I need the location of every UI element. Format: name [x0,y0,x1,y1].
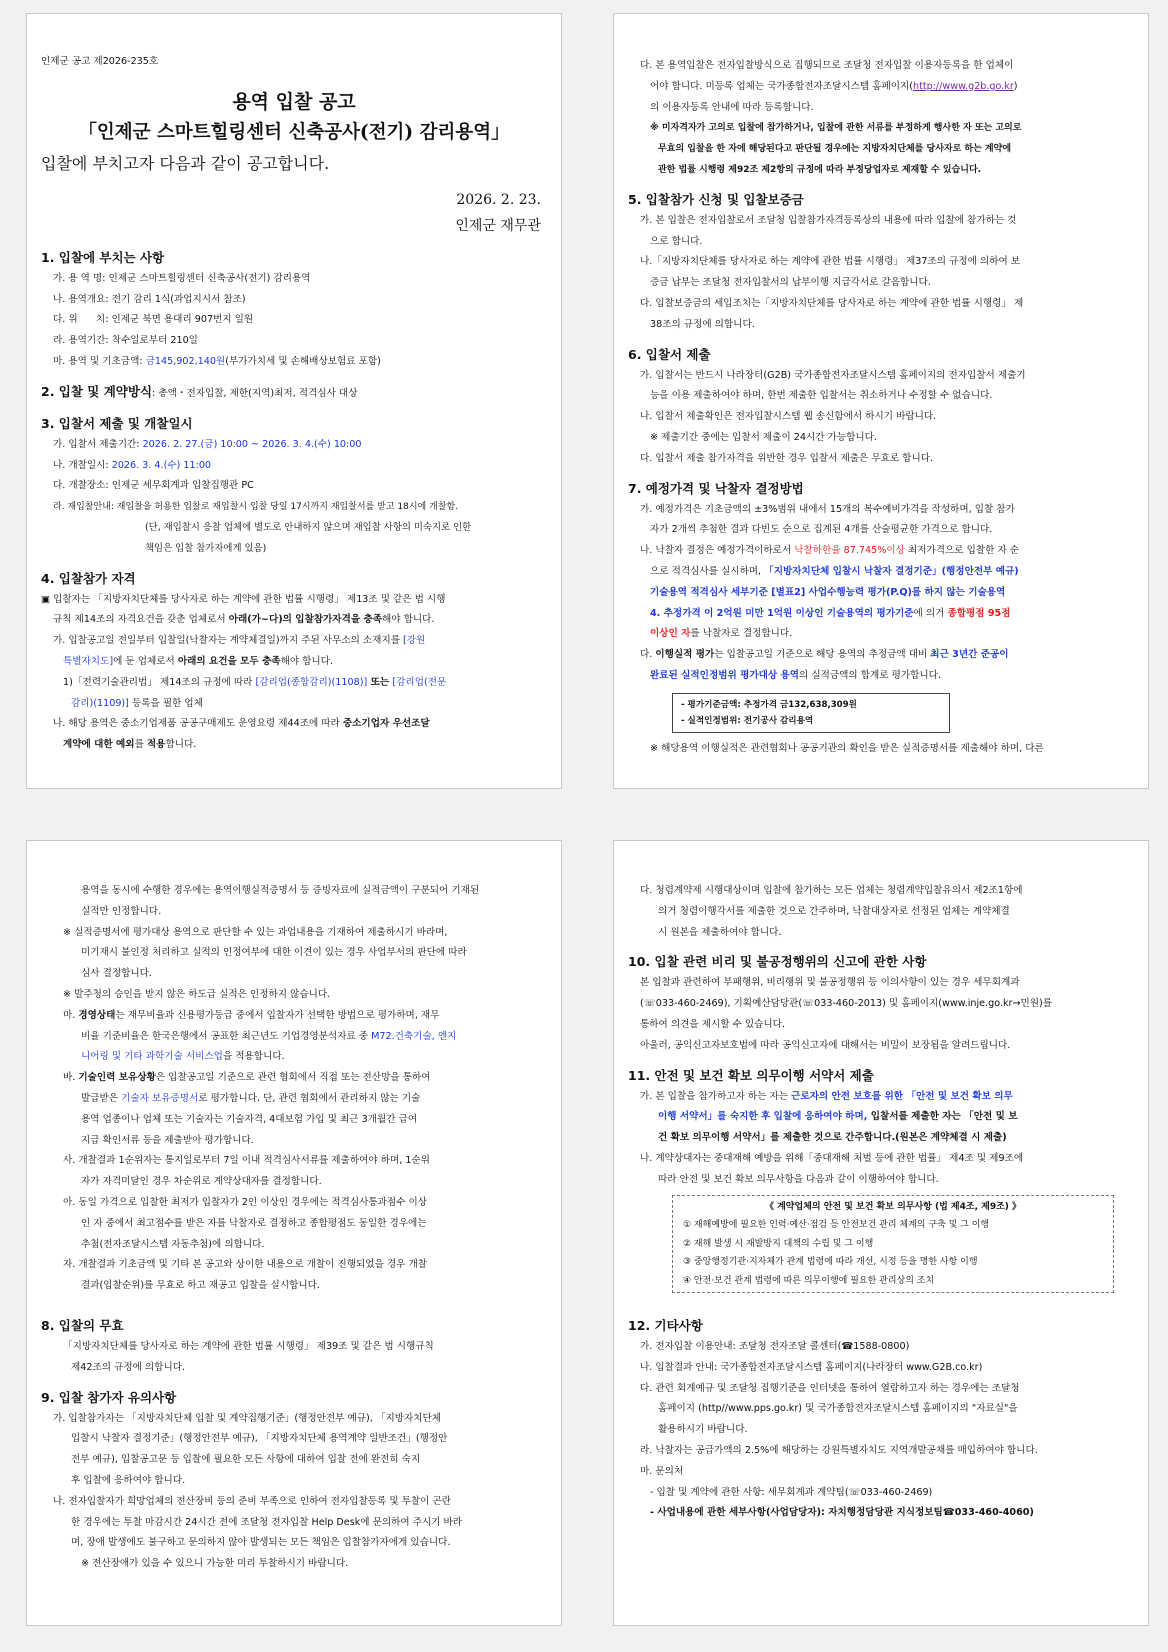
section-1-heading: 1. 입찰에 부치는 사항 [41,249,165,265]
s6-a-2: 능을 이용 제출하여야 하며, 한번 제출한 입찰서는 취소하거나 수정할 수 없습니다. [650,390,993,402]
item-ba [41,1068,547,1089]
s7-b-5 [628,624,1134,645]
text: 나. 해당 용역은 중소기업제품 공공구매제도 운영요령 제44조에 따라 [53,718,343,730]
text: 은 입찰공고일 기준으로 관련 협회에서 직접 또는 전산망을 통하여 [155,1072,431,1084]
page-4 [613,840,1149,1626]
text: 의 실적금액의 합계로 평가합니다. [799,669,941,681]
notice-issuer: 인제군 재무관 [455,217,541,234]
safety-duty-1: ① 재해예방에 필요한 인력·예산·점검 등 안전보건 관리 체계의 구축 및 그 이행 [683,1220,990,1231]
s12-a: 가. 전자입찰 이용안내: 조달청 전자조달 콜센터(☎1588-0800) [640,1341,910,1353]
opening-place: 다. 개찰장소: 인제군 세무회계과 입찰집행관 PC [53,480,254,492]
text: 발급받은 [81,1092,122,1104]
s10-1: 본 입찰과 관련하여 부패행위, 비리행위 및 불공정행위 등 이의사항이 있는 경우 세무회계과 [640,977,1020,989]
s7-b-2 [628,562,1134,583]
item-ba-3: 용역 업종이나 업체 또는 기술자는 기술자격, 4대보험 가입 및 최근 3개월간 급여 [81,1113,418,1125]
s11-b: 나. 계약상대자는 중대재해 예방을 위해「중대재해 처벌 등에 관한 법률」 제4조 및 제9조에 [640,1152,1024,1164]
text: 기술자 보유증명서 [121,1092,199,1104]
item-ja-2: 결과(입찰순위)를 무효로 하고 재공고 입찰을 실시합니다. [81,1280,320,1292]
qualification-a [41,631,547,652]
text: 「지방자치단체 입찰시 낙찰자 결정기준」(행정안전부 예규) [764,565,1019,577]
text: 어야 합니다. 미등록 업체는 국가종합전자조달시스템 홈페이지( [650,80,913,92]
text: 아래(가~다)의 입찰참가자격을 충족 [228,614,382,626]
text: 적용 [146,739,166,751]
s9-a-2: 입찰시 낙찰자 결정기준」(행정안전부 예규), 「지방자치단체 용역계약 일반조건」(행정안 [71,1433,448,1445]
submission-period-value: 2026. 2. 27.(금) 10:00 ~ 2026. 3. 4.(수) 10:00 [142,438,362,450]
text: 계약에 대한 예외 [63,739,135,751]
s9-a-3: 전부 예규), 입찰공고문 등 입찰에 필요한 모든 사항에 대하여 입찰 전에 완전히 숙지 [71,1454,421,1466]
s12-e-1: - 입찰 및 계약에 관한 사항: 세무회계과 계약팀(☏033-460-2469) [650,1486,933,1498]
s12-c-2: 홈페이지 (http//www.pps.go.kr) 및 국가종합전자조달시스템 홈페이지의 "자료실"을 [658,1403,1018,1415]
s9-b-2: 한 경우에는 투찰 마감시간 24시간 전에 조달청 전자입찰 Help Desk에 문의하여 주시기 바라 [71,1516,463,1528]
notice-lead: 입찰에 부치고자 다음과 같이 공고합니다. [41,153,330,173]
s11-a-2 [628,1107,1134,1128]
text: [강원 [403,635,426,647]
g2b-link[interactable]: http://www.g2b.go.kr [913,80,1014,92]
section-2-heading [41,381,547,405]
section-10-heading: 10. 입찰 관련 비리 및 불공정행위의 신고에 관한 사항 [628,954,927,970]
sanction-note-2: 무효의 입찰을 한 자에 해당된다고 판단될 경우에는 지방자치단체를 당사자로 하는 계약에 [658,144,1012,155]
section-3-heading: 3. 입찰서 제출 및 개찰일시 [41,415,193,431]
s7-a: 가. 예정가격은 기초금액의 ±3%범위 내에서 15개의 복수예비가격을 작성하며, 입찰 참가 [640,503,1015,515]
safety-duties-caption: 《 계약업체의 안전 및 보건 확보 의무사항 (법 제4조, 제9조) 》 [764,1201,1022,1212]
text: 나. 낙찰자 결정은 예정가격이하로서 [640,545,795,557]
text: 가. 본 입찰을 참가하고자 하는 자는 [640,1090,792,1102]
notice-title: 용역 입찰 공고 [232,90,356,113]
text: 에 의거 [913,607,948,619]
opening-datetime [41,456,547,477]
text: 가. 입찰서 제출기간: [53,438,143,450]
section-4-heading: 4. 입찰참가 자격 [41,570,136,586]
text: : 총액・전자입찰, 제한(지역)최저, 적격심사 대상 [152,387,358,399]
section-8-heading: 8. 입찰의 무효 [41,1317,124,1333]
notice-number: 인제군 공고 제2026-235호 [41,56,159,67]
text: 합니다. [165,739,197,751]
s10-3: 통하여 의견을 제시할 수 있습니다. [640,1018,785,1030]
registration-note-2 [628,77,1134,98]
section-12-heading: 12. 기타사항 [628,1318,703,1334]
s7-b-3: 기술용역 적격심사 세부기준 [별표2] 사업수행능력 평가(P.Q)를 하지 않는 기술용역 [650,586,1006,598]
s7-a-2: 자가 2개씩 추첨한 결과 다빈도 순으로 집계된 4개를 산술평균한 가격으로 합니다. [650,524,993,536]
text: 최저가격으로 입찰한 자 순 [904,545,1020,557]
note-1-3: 심사 결정합니다. [81,968,152,980]
note-1: ※ 실적증명서에 평가대상 용역으로 판단할 수 있는 과업내용을 기재하여 제출하시기 바라며, [63,926,448,938]
s7-b [628,541,1134,562]
text: (부가가치세 및 손해배상보험료 포함) [225,355,381,367]
s6-c: 다. 입찰서 제출 참가자격을 위반한 경우 입찰서 제출은 무효로 합니다. [640,452,934,464]
rebid-notice-2: (단, 재입찰시 응찰 업체에 별도로 안내하지 않으며 재입찰 사항의 미숙지로 인한 [145,521,472,533]
s9-b: 나. 전자입찰자가 희망업체의 전산장비 등의 준비 부족으로 인하여 전자입찰등록 및 투찰이 곤란 [53,1495,452,1507]
text: 가. 입찰공고일 전일부터 입찰일(낙찰자는 계약체결일)까지 주된 사무소의 소재지를 [53,635,404,647]
text: 해야 합니다. [381,614,435,626]
text: 4. 추정가격 이 2억원 미만 1억원 이상인 기술용역의 평가기준 [650,607,914,619]
text: 이상인 자 [650,628,691,640]
item-ma [41,1006,547,1027]
text: 로 평가합니다. 단, 관련 협회에서 관리하지 않는 기술 [198,1092,421,1104]
registration-note-3: 의 이용자등록 안내에 따라 등록합니다. [650,101,814,113]
sanction-note-3: 관한 법률 시행령 제92조 제2항의 규정에 따라 부정당업자로 제재할 수 있습니다. [658,164,982,175]
text: 를 [134,739,147,751]
item-a: 아. 동일 가격으로 입찰한 최저가 입찰자가 2인 이상인 경우에는 적격심사통과점수 이상 [63,1196,428,1208]
text: 또는 [367,676,393,688]
text: 비율 기준비율은 한국은행에서 공표한 최근년도 기업경영분석자료 중 [81,1030,372,1042]
section-7-heading: 7. 예정가격 및 낙찰자 결정방법 [628,480,804,496]
s7-c-2 [628,666,1134,687]
qualification-b-2 [41,735,547,756]
text: 최근 3년간 준공이 [930,649,1009,661]
text: 는 입찰공고일 기준으로 해당 용역의 추정금액 대비 [714,649,931,661]
text: 경영상태 [78,1009,116,1021]
registration-note: 다. 본 용역입찰은 전자입찰방식으로 집행되므로 조달청 전자입찰 이용자등록을 한 업체이 [640,60,1014,71]
qualification-a-2 [41,652,547,673]
s11-a-3: 건 확보 의무이행 서약서」를 제출한 것으로 간주합니다.(원본은 계약체결 시 제출) [658,1132,1007,1144]
s12-d: 라. 낙찰자는 공급가액의 2.5%에 해당하는 강원특별자치도 지역개발공채를 매입하여야 합니다. [640,1445,1038,1457]
qualification-a-1 [41,673,547,694]
evaluation-box [672,693,950,733]
text: 해야 합니다. [280,655,333,667]
integrity-3: 시 원본을 제출하여야 합니다. [658,926,782,938]
s12-e-2: - 사업내용에 관한 세부사항(사업담당자): 자치행정담당관 지식정보팀☎033-460-4060) [650,1507,1034,1519]
text: 나. 개찰일시: [53,459,112,471]
notice-date: 2026. 2. 23. [456,191,541,208]
text: ) [1013,80,1018,92]
s5-a: 가. 본 입찰은 전자입찰로서 조달청 입찰참가자격등록상의 내용에 따라 입찰에 참가하는 것 [640,214,1017,226]
page-1 [26,13,562,789]
s9-a: 가. 입찰참가자는 「지방자치단체 입찰 및 계약집행기준」(행정안전부 예규), 「지방자치단체 [53,1412,442,1424]
text: 니어링 및 기타 과학기술 서비스업 [81,1051,223,1063]
s5-a-2: 으로 합니다. [650,235,703,247]
rebid-notice-3: 책임은 입찰 참가자에게 있음) [145,542,267,554]
item-base-amount [41,352,547,373]
item-ja: 자. 개찰결과 기초금액 및 기타 본 공고와 상이한 내용으로 개찰이 진행되었을 경우 개찰 [63,1259,428,1271]
section-5-heading: 5. 입찰참가 신청 및 입찰보증금 [628,191,804,207]
text: 에 둔 업체로서 [113,655,178,667]
text: 종합평점 95점 [947,607,1011,619]
section-11-heading: 11. 안전 및 보건 확보 의무이행 서약서 제출 [628,1067,874,1083]
text: 근로자의 안전 보호를 위한 「안전 및 보건 확보 의무 [791,1090,1013,1102]
item-sa: 사. 개찰결과 1순위자는 통지일로부터 7일 이내 적격심사서류를 제출하여야 하며, 1순위 [63,1155,430,1167]
text: M72.건축기술, 엔지 [371,1030,457,1042]
cont-1: 용역을 동시에 수행한 경우에는 용역이행실적증명서 등 증빙자료에 실적금액이 구분되어 기재된 [81,885,480,896]
item-a-2: 인 자 중에서 최고점수를 받은 자를 낙찰자로 결정하고 종합평점도 동일한 경우에는 [81,1217,427,1229]
s7-note: ※ 해당용역 이행실적은 관련협회나 공공기관의 확인을 받은 실적증명서를 제출해야 하며, 다른 [650,742,1044,754]
item-a-3: 추첨(전자조달시스템 자동추첨)에 의합니다. [81,1238,265,1250]
s8-2: 제42조의 규정에 의합니다. [71,1361,186,1373]
evaluation-base-amount: - 평가기준금액: 추정가격 금132,638,309원 [681,699,857,710]
s5-c: 다. 입찰보증금의 세입조치는「지방자치단체를 당사자로 하는 계약에 관한 법률 시행령」 제 [640,297,1024,309]
text: [감리업(종합감리)(1108)] [255,676,368,688]
s11-b-2: 따라 안전 및 보건 확보 의무사항을 다음과 같이 이행하여야 합니다. [658,1173,939,1185]
item-name: 가. 용 역 명: 인제군 스마트힐링센터 신축공사(전기) 감리용역 [53,272,311,284]
qualification-intro: ▣ 입찰자는 「지방자치단체를 당사자로 하는 계약에 관한 법률 시행령」 제13조 및 같은 법 시행 [41,593,446,605]
s12-b: 나. 입찰결과 안내: 국가종합전자조달시스템 홈페이지(나라장터 www.G2B.co.kr) [640,1361,983,1373]
s12-c: 다. 관련 회계예규 및 조달청 집행기준을 인터넷을 통하여 열람하고자 하는 경우에는 조달청 [640,1382,1020,1394]
item-ma-3 [41,1047,547,1068]
notice-subtitle: 「인제군 스마트힐링센터 신축공사(전기) 감리용역」 [78,121,510,143]
item-ma-2 [41,1027,547,1048]
qualification-a-1-cont [41,694,547,715]
integrity-2: 의거 청렴이행각서를 제출한 것으로 간주하며, 낙찰대상자로 선정된 업체는 계약체결 [658,905,1010,917]
text: 기술인력 보유상황 [78,1072,156,1084]
rebid-notice: 라. 재입찰안내: 재입찰을 허용한 입찰로 재입찰시 입찰 당일 17시까지 재입찰서를 받고 18시에 개찰함. [53,502,459,513]
text: 중소기업자 우선조달 [342,718,430,730]
text: 이행 서약서」를 숙지한 후 입찰에 응하여야 하며, [658,1111,868,1123]
safety-duty-4: ④ 안전·보건 관계 법령에 따른 의무이행에 필요한 관리상의 조치 [683,1275,935,1286]
evaluation-scope: - 실적인정범위: 전기공사 감리용역 [681,715,814,726]
text: 아래의 요건을 모두 충족 [177,655,281,667]
s6-b: 나. 입찰서 제출확인은 전자입찰시스템 웹 송신함에서 하시기 바랍니다. [640,411,937,423]
s5-c-2: 38조의 규정에 의합니다. [650,318,755,330]
text: 바. [63,1072,79,1084]
item-location: 다. 위 치: 인제군 북면 용대리 907번지 일원 [53,314,254,326]
section-9-heading: 9. 입찰 참가자 유의사항 [41,1389,177,1405]
opening-datetime-value: 2026. 3. 4.(수) 11:00 [111,459,212,471]
text: [감리업(전문 [392,676,447,688]
item-ba-2 [41,1089,547,1110]
text: 완료된 실적인정범위 평가대상 용역 [650,669,800,681]
page-2 [613,13,1149,789]
text: 는 재무비율과 신용평가등급 중에서 입찰자가 선택한 방법으로 평가하며, 재무 [115,1009,440,1021]
text: 규칙 제14조의 자격요건을 갖춘 업체로서 [53,614,229,626]
text: 감리)(1109)] [71,697,129,709]
sanction-note: ※ 미자격자가 고의로 입찰에 참가하거나, 입찰에 관한 서류를 부정하게 행사한 자 또는 고의로 [650,123,1022,134]
note-2: ※ 발주청의 승인을 받지 않은 하도급 실적은 인정하지 않습니다. [63,988,331,1000]
s10-4: 아울러, 공익신고자보호법에 따라 공익신고자에 대해서는 비밀이 보장됨을 알려드립니다. [640,1039,1011,1051]
s7-b-4 [628,604,1134,625]
qualification-b [41,714,547,735]
s9-b-4: ※ 전산장애가 있을 수 있으니 가능한 미리 투찰하시기 바랍니다. [81,1558,349,1570]
text: 이행실적 평가 [655,649,715,661]
text: 등록을 필한 업체 [128,697,203,709]
text: 을 적용합니다. [222,1051,285,1063]
text: 2. 입찰 및 계약방식 [41,383,153,399]
s12-c-3: 활용하시기 바랍니다. [658,1424,748,1436]
s11-a [628,1087,1134,1108]
s10-2: (☏033-460-2469), 기획예산담당관(☏033-460-2013) 및 홈페이지(www.inje.go.kr→민원)를 [640,998,1053,1010]
s9-a-4: 후 입찰에 응하여야 합니다. [71,1474,186,1486]
page-3 [26,840,562,1626]
text: 를 낙찰자로 결정합니다. [690,628,793,640]
note-1-2: 미기재시 불인정 처리하고 실적의 인정여부에 대한 이견이 있는 경우 사업부서의 판단에 따라 [81,947,467,959]
item-period: 라. 용역기간: 착수일로부터 210일 [53,335,198,347]
safety-duty-2: ② 재해 발생 시 재발방지 대책의 수립 및 그 이행 [683,1238,874,1249]
text: 특별자치도] [63,655,114,667]
item-overview: 나. 용역개요: 전기 감리 1식(과업지시서 참조) [53,293,246,305]
text: 으로 적격심사를 실시하며, [650,565,765,577]
s12-e: 마. 문의처 [640,1465,684,1477]
text: 마. 용역 및 기초금액: [53,355,146,367]
text: 다. [640,649,656,661]
text: 낙찰하한율 87.745%이상 [794,545,905,557]
base-amount-value: 금145,902,140원 [145,355,226,367]
integrity-1: 다. 청렴계약제 시행대상이며 입찰에 참가하는 모든 업체는 청렴계약입찰유의서 제2조1항에 [640,885,1023,896]
item-sa-2: 자가 자격미달인 경우 차순위로 계약상대자를 결정합니다. [81,1176,322,1188]
text: 마. [63,1009,79,1021]
cont-2: 실적만 인정합니다. [81,905,162,917]
s5-b-2: 증금 납부는 조달청 전자입찰서의 납부이행 지급각서로 갈음합니다. [650,277,931,289]
qualification-intro-2 [41,610,547,631]
safety-duties-box [672,1195,1114,1294]
text: 입찰서를 제출한 자는 「안전 및 보 [867,1111,1018,1123]
safety-duty-3: ③ 중앙행정기관·지자체가 관계 법령에 따라 개선, 시정 등을 명한 사항 이행 [683,1257,978,1268]
s6-note: ※ 제출기간 중에는 입찰서 제출이 24시간 가능합니다. [650,431,877,443]
section-6-heading: 6. 입찰서 제출 [628,346,711,362]
s6-a: 가. 입찰서는 반드시 나라장터(G2B) 국가종합전자조달시스템 홈페이지의 전자입찰서 제출기 [640,369,1026,381]
s8-1: 「지방자치단체를 당사자로 하는 계약에 관한 법률 시행령」 제39조 및 같은 법 시행규칙 [63,1340,434,1352]
s5-b: 나.「지방자치단체를 당사자로 하는 계약에 관한 법률 시행령」 제37조의 규정에 의하여 보 [640,256,1021,268]
s7-c [628,645,1134,666]
item-ba-4: 지급 확인서류 등을 제출받아 평가합니다. [81,1134,254,1146]
s9-b-3: 며, 장애 발생에도 불구하고 문의하지 않아 발생되는 모든 책임은 입찰참가자에게 있습니다. [71,1537,451,1549]
submission-period [41,435,547,456]
text: 1)「전력기술관리법」 제14조의 규정에 따라 [63,676,256,688]
